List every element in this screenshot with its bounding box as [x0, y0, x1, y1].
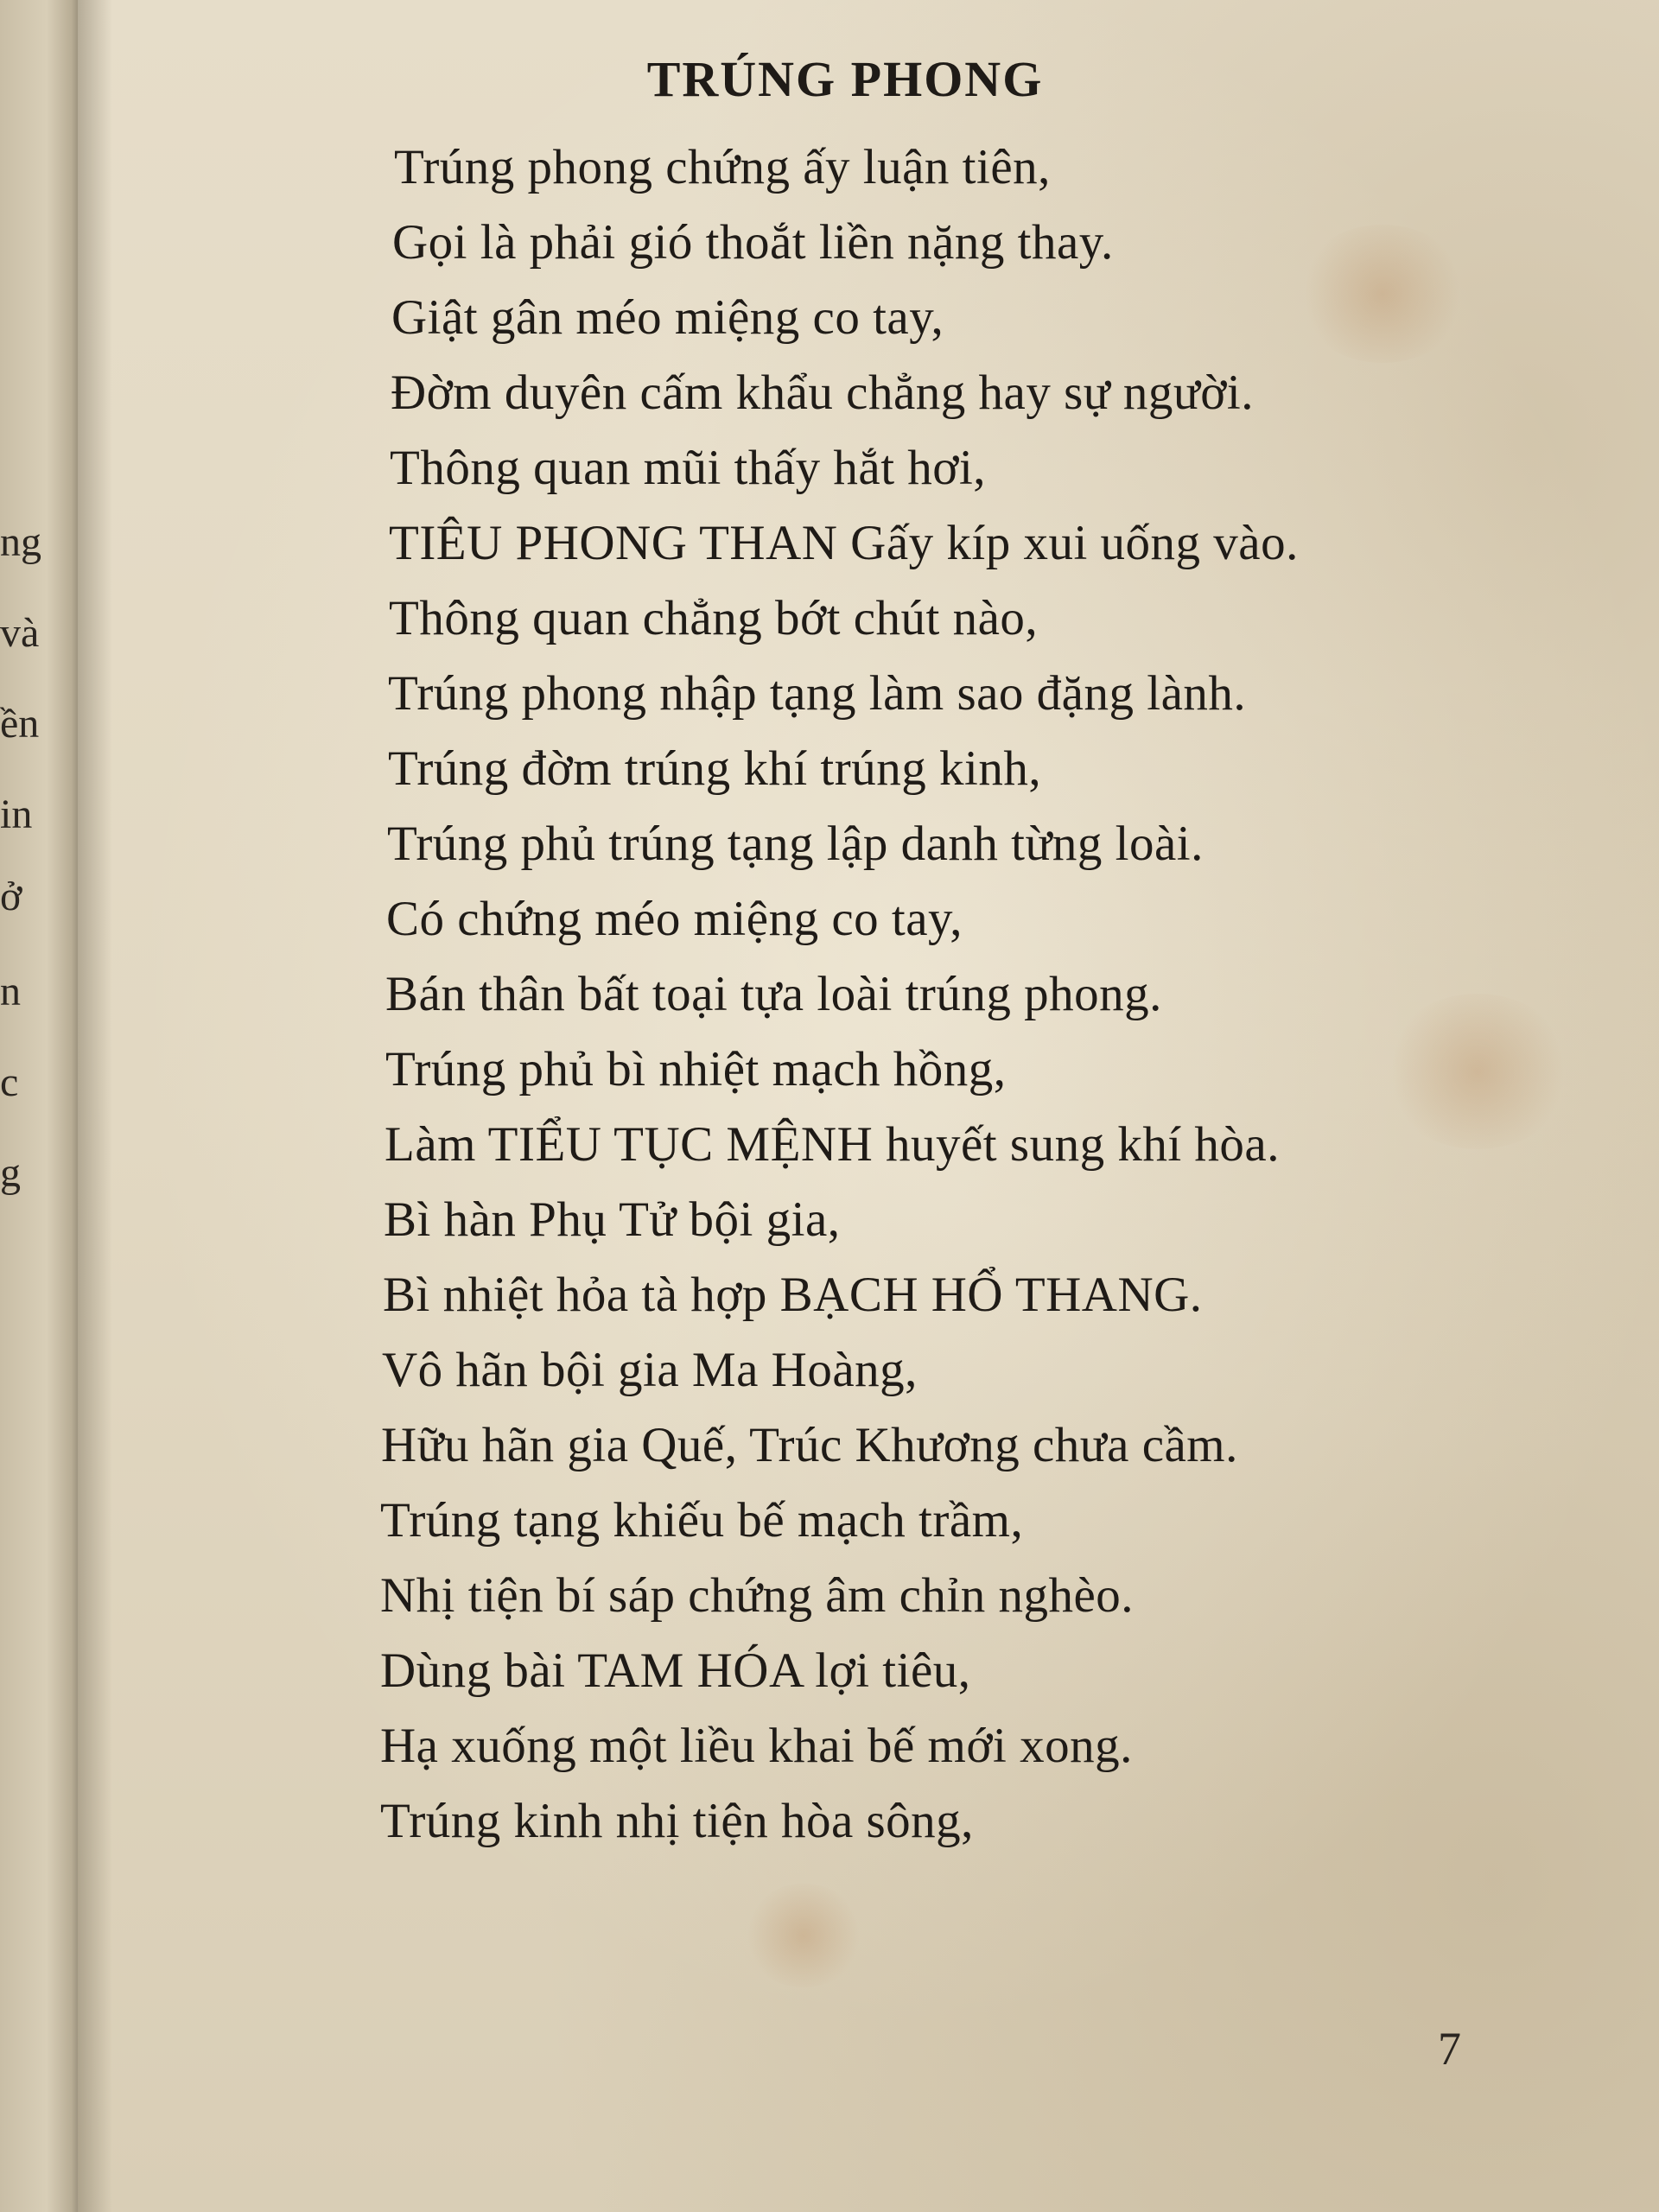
previous-page-fragment: ền	[0, 701, 40, 747]
previous-page-fragment: in	[0, 791, 33, 837]
previous-page-fragment: g	[0, 1150, 21, 1196]
verse-line: Bán thân bất toại tựa loài trúng phong.	[385, 967, 1162, 1021]
verse-line: Đờm duyên cấm khẩu chẳng hay sự người.	[391, 365, 1255, 420]
paper-stain	[1296, 225, 1469, 363]
previous-page-fragment: ở	[0, 874, 22, 919]
page-number: 7	[1438, 2023, 1461, 2075]
verse-line: Thông quan mũi thấy hắt hơi,	[390, 441, 987, 495]
verse-line: Bì hàn Phụ Tử bội gia,	[384, 1192, 841, 1247]
poem-verses	[380, 130, 1299, 1859]
previous-page-edge	[0, 0, 78, 2212]
verse-line: Trúng đờm trúng khí trúng kinh,	[388, 741, 1042, 796]
verse-line: Có chứng méo miệng co tay,	[386, 892, 963, 946]
previous-page-fragment: c	[0, 1059, 19, 1105]
verse-line: Hữu hãn gia Quế, Trúc Khương chưa cầm.	[381, 1418, 1238, 1472]
verse-line: Bì nhiệt hỏa tà hợp BẠCH HỔ THANG.	[383, 1268, 1203, 1322]
verse-line: Dùng bài TAM HÓA lợi tiêu,	[380, 1643, 971, 1698]
verse-line: Làm TIỂU TỤC MỆNH huyết sung khí hòa.	[385, 1117, 1280, 1172]
verse-line: Gọi là phải gió thoắt liền nặng thay.	[392, 215, 1114, 270]
paper-stain	[743, 1884, 864, 1987]
verse-line: Hạ xuống một liều khai bế mới xong.	[380, 1719, 1133, 1773]
previous-page-fragment: ng	[0, 519, 41, 565]
verse-line: Giật gân méo miệng co tay,	[391, 290, 944, 345]
verse-line: TIÊU PHONG THAN Gấy kíp xui uống vào.	[389, 516, 1299, 570]
verse-line: Trúng kinh nhị tiện hòa sông,	[380, 1794, 974, 1848]
verse-line: Trúng phủ trúng tạng lập danh từng loài.	[387, 817, 1204, 871]
verse-line: Nhị tiện bí sáp chứng âm chỉn nghèo.	[380, 1568, 1135, 1623]
previous-page-fragment: n	[0, 969, 21, 1014]
verse-line: Trúng phủ bì nhiệt mạch hồng,	[385, 1042, 1007, 1096]
verse-line: Trúng phong chứng ấy luận tiên,	[394, 140, 1051, 194]
verse-line: Thông quan chẳng bớt chút nào,	[389, 591, 1039, 645]
page-title: TRÚNG PHONG	[646, 51, 1044, 107]
gutter-shadow	[78, 0, 112, 2212]
verse-line: Trúng phong nhập tạng làm sao đặng lành.	[388, 666, 1247, 721]
verse-line: Vô hãn bội gia Ma Hoàng,	[382, 1343, 918, 1397]
paper-stain	[1382, 994, 1573, 1149]
verse-line: Trúng tạng khiếu bế mạch trầm,	[380, 1493, 1024, 1548]
previous-page-fragment: và	[0, 610, 40, 656]
